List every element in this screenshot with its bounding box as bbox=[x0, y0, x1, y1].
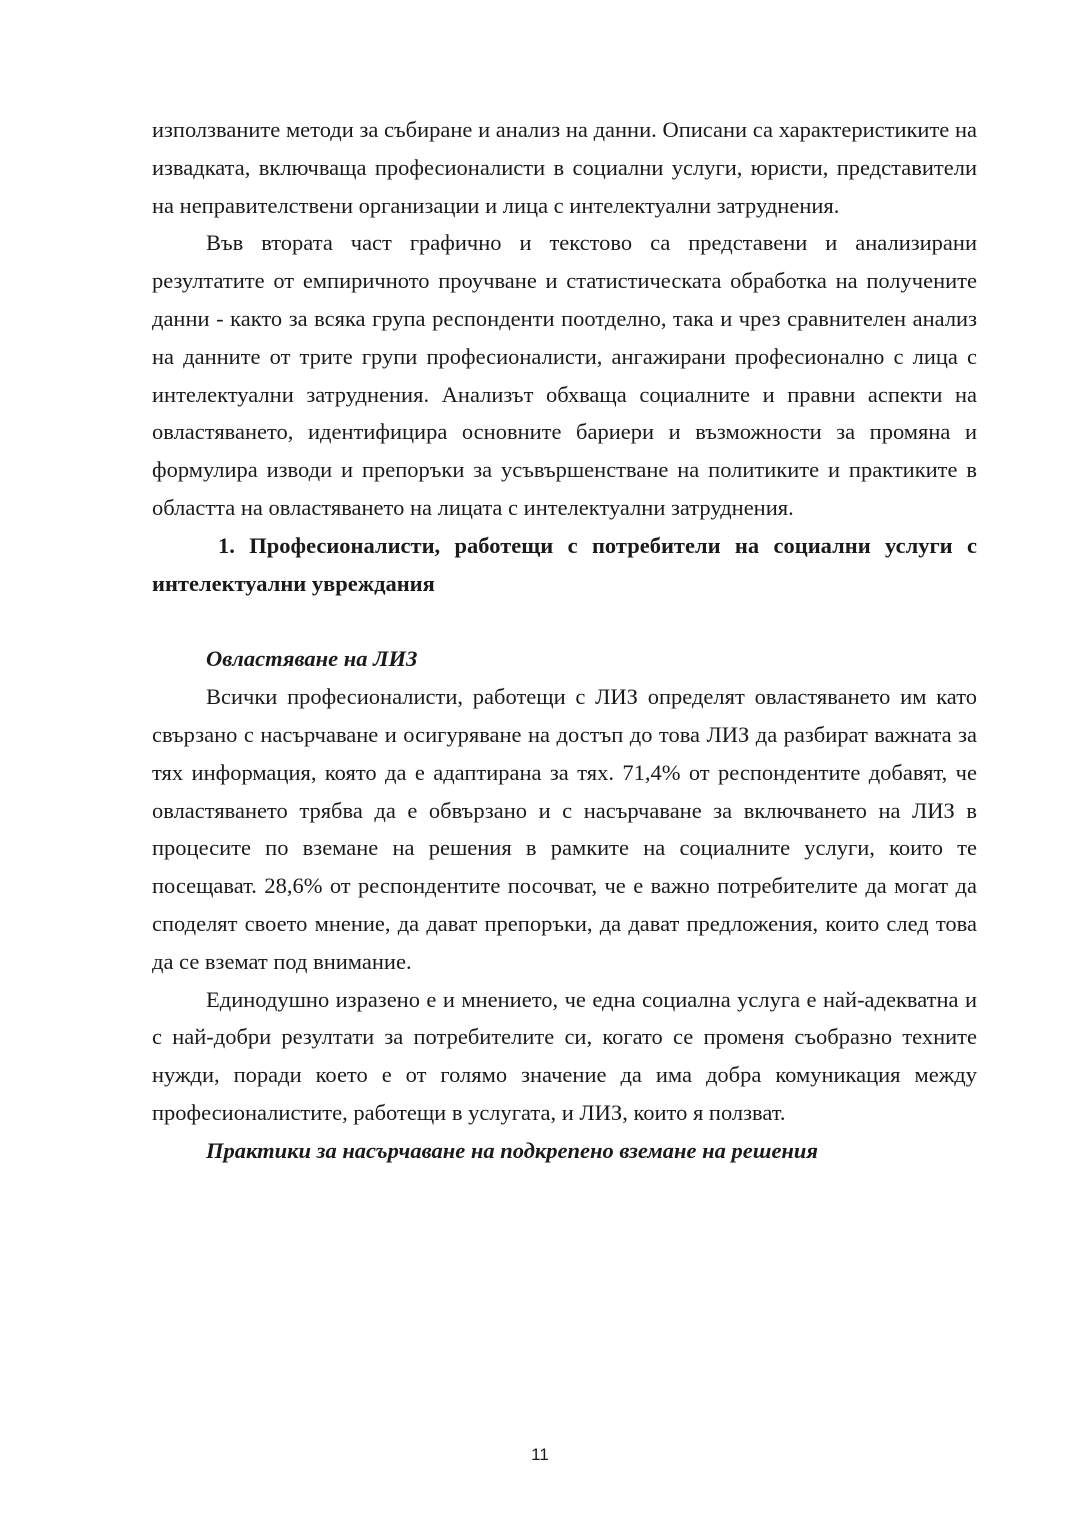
paragraph-empowerment: Всички професионалисти, работещи с ЛИЗ определят овластяването им като свързано с насърчаване и осигуряване на достъп до това ЛИЗ да разбират важната за тях информация, която да е адаптирана за тях. 71,4% от респондентите добавят, че овластяването трябва да е обвързано и с насърчаване за включването на ЛИЗ в процесите по вземане на решения в рамките на социалните услуги, които те посещават. 28,6% от респондентите посочват, че е важно потребителите да могат да споделят своето мнение, да дават препоръки, да дават предложения, които след това да се вземат под внимание. bbox=[152, 684, 977, 974]
paragraph-second-part: Във втората част графично и текстово са представени и анализирани резултатите от емпиричното проучване и статистическата обработка на получените данни - както за всяка група респонденти поотделно, така и чрез сравнителен анализ на данните от трите групи професионалисти, ангажирани професионално с лица с интелектуални затруднения. Анализът обхваща социалните и правни аспекти на овластяването, идентифицира основните бариери и възможности за промяна и формулира изводи и препоръки за усъвършенстване на политиките и практиките в областта на овластяването на лицата с интелектуални затруднения. bbox=[152, 230, 977, 520]
subheading-practices: Практики за насърчаване на подкрепено вземане на решения bbox=[206, 1137, 819, 1163]
page-number: 11 bbox=[531, 1445, 549, 1464]
paragraph-consensus: Единодушно изразено е и мнението, че една социална услуга е най-адекватна и с най-добри резултати за потребителите си, когато се променя съобразно техните нужди, поради което е от голямо значение да има добра комуникация между професионалистите, работещи в услугата, и ЛИЗ, които я ползват. bbox=[152, 986, 977, 1125]
paragraph-methods: използваните методи за събиране и анализ на данни. Описани са характеристиките на извадката, включваща професионалисти в социални услуги, юристи, представители на неправителствени организации и лица с интелектуални затруднения. bbox=[152, 117, 977, 218]
subheading-empowerment: Овластяване на ЛИЗ bbox=[206, 646, 418, 672]
section-heading: 1. Професионалисти, работещи с потребители на социални услуги с интелектуални увреждания bbox=[152, 532, 977, 596]
page-body bbox=[152, 111, 977, 1170]
